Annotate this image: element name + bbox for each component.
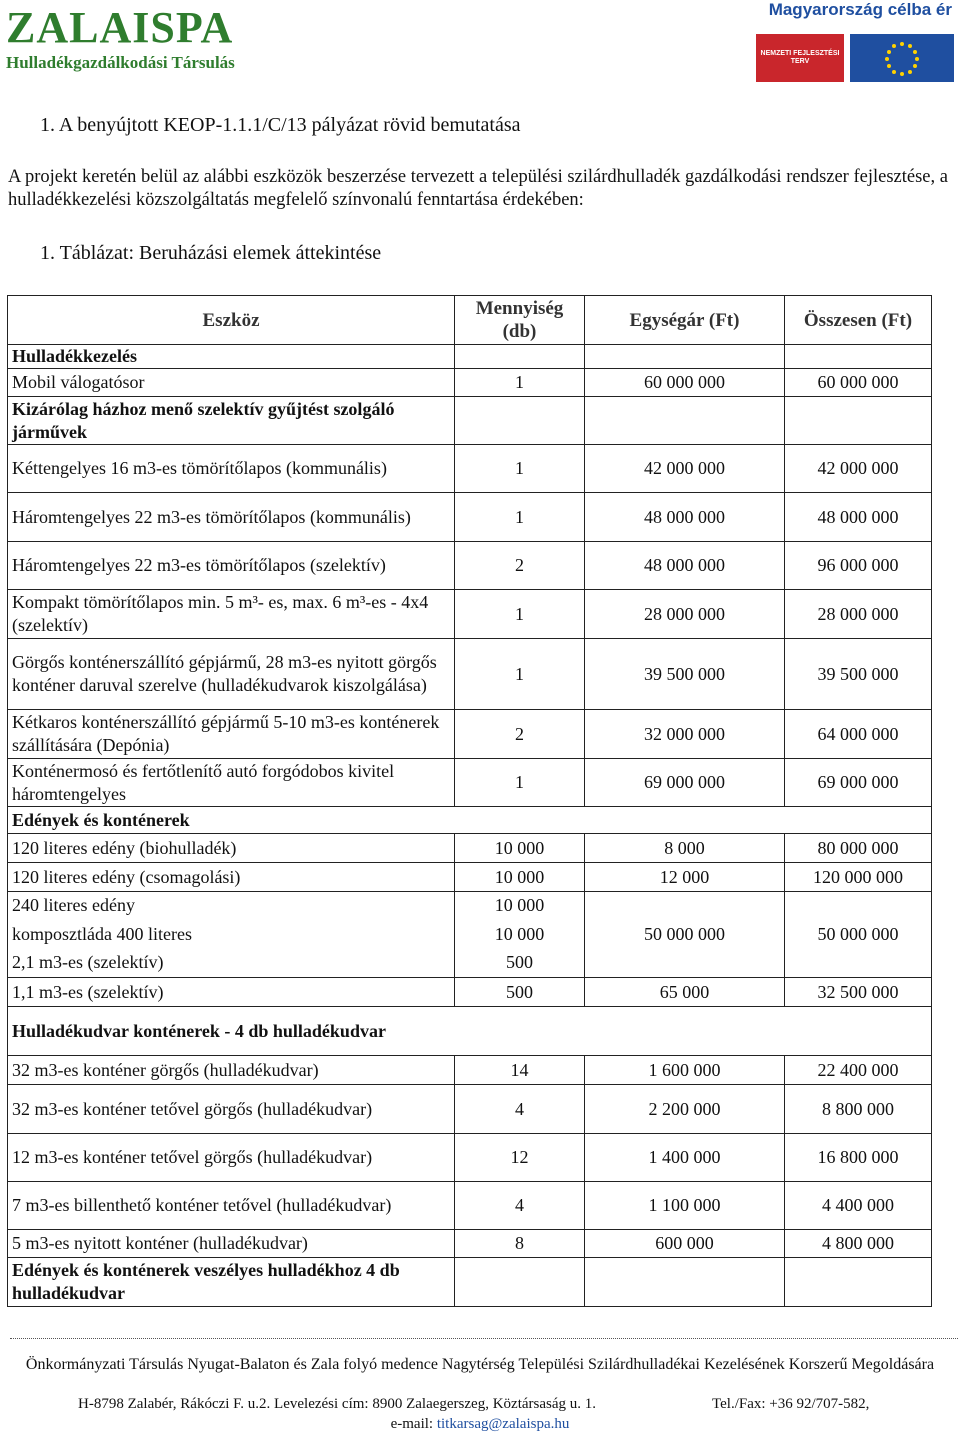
table-caption: 1. Táblázat: Beruházási elemek áttekintése xyxy=(40,242,382,264)
table-header-row xyxy=(8,296,932,345)
item-name: Görgős konténerszállító gépjármű, 28 m3-es nyitott görgős konténer daruval szerelve (hulladékudvarok kiszolgálása) xyxy=(8,639,455,710)
item-name: Kétkaros konténerszállító gépjármű 5-10 m3-es konténerek szállítására (Depónia) xyxy=(8,710,455,759)
item-name: 32 m3-es konténer tetővel görgős (hulladékudvar) xyxy=(8,1085,455,1134)
item-total: 4 400 000 xyxy=(785,1182,932,1230)
item-unit-price: 60 000 000 xyxy=(585,369,785,397)
logo-subtitle: Hulladékgazdálkodási Társulás xyxy=(6,53,235,72)
item-unit-price: 12 000 xyxy=(585,863,785,892)
item-unit-price: 1 100 000 xyxy=(585,1182,785,1230)
table-row xyxy=(8,1182,932,1230)
table-row xyxy=(8,369,932,397)
table-row xyxy=(8,1134,932,1182)
item-name: 5 m3-es nyitott konténer (hulladékudvar) xyxy=(8,1230,455,1258)
table-row xyxy=(8,892,932,920)
item-qty: 10 000 xyxy=(455,834,585,863)
item-total: 69 000 000 xyxy=(785,759,932,807)
item-total: 8 800 000 xyxy=(785,1085,932,1134)
item-qty: 1 xyxy=(455,639,585,710)
item-unit-price: 50 000 000 xyxy=(585,892,785,978)
section-label: Edények és konténerek xyxy=(8,807,932,834)
item-name: Kompakt tömörítőlapos min. 5 m³- es, max. 6 m³-es - 4x4 (szelektív) xyxy=(8,590,455,639)
table-row xyxy=(8,863,932,892)
item-total: 32 500 000 xyxy=(785,978,932,1007)
item-unit-price: 2 200 000 xyxy=(585,1085,785,1134)
item-qty: 1 xyxy=(455,493,585,542)
item-name: 120 literes edény (biohulladék) xyxy=(8,834,455,863)
item-unit-price: 48 000 000 xyxy=(585,493,785,542)
table-row xyxy=(8,345,932,369)
item-unit-price: 42 000 000 xyxy=(585,445,785,493)
header-egysegar: Egységár (Ft) xyxy=(585,296,785,345)
table-row xyxy=(8,710,932,759)
table-row xyxy=(8,639,932,710)
table-row xyxy=(8,1085,932,1134)
item-qty: 2 xyxy=(455,542,585,590)
item-unit-price: 32 000 000 xyxy=(585,710,785,759)
item-unit-price: 28 000 000 xyxy=(585,590,785,639)
eu-flag-icon xyxy=(850,34,954,82)
item-qty: 8 xyxy=(455,1230,585,1258)
item-name: 2,1 m3-es (szelektív) xyxy=(8,949,455,978)
item-unit-price: 65 000 xyxy=(585,978,785,1007)
item-qty: 4 xyxy=(455,1085,585,1134)
footer-divider xyxy=(10,1338,958,1339)
table-row xyxy=(8,759,932,807)
item-qty: 1 xyxy=(455,445,585,493)
item-qty: 10 000 xyxy=(455,863,585,892)
table-row xyxy=(8,397,932,445)
table-row xyxy=(8,834,932,863)
table-row xyxy=(8,493,932,542)
item-name: Háromtengelyes 22 m3-es tömörítőlapos (szelektív) xyxy=(8,542,455,590)
email-link[interactable]: titkarsag@zalaispa.hu xyxy=(436,1416,570,1432)
investment-table xyxy=(7,295,932,1307)
item-name: komposztláda 400 literes xyxy=(8,920,455,949)
logo-title: ZALAISPA xyxy=(6,3,234,52)
item-qty: 12 xyxy=(455,1134,585,1182)
intro-paragraph: A projekt keretén belül az alábbi eszközök beszerzése tervezett a települési szilárdhulladék gazdálkodási rendszer fejlesztése, a hulladékkezelési közszolgáltatás megfelelő színvonalú fenntartása érdekében: xyxy=(8,167,948,210)
header-osszesen: Összesen (Ft) xyxy=(785,296,932,345)
item-total: 60 000 000 xyxy=(785,369,932,397)
item-total: 64 000 000 xyxy=(785,710,932,759)
item-total: 80 000 000 xyxy=(785,834,932,863)
section-label: Kizárólag házhoz menő szelektív gyűjtést szolgáló járművek xyxy=(8,397,455,445)
item-unit-price: 69 000 000 xyxy=(585,759,785,807)
item-qty: 10 000 xyxy=(455,892,585,920)
footer-phone: Tel./Fax: +36 92/707-582, xyxy=(712,1396,870,1412)
section-label: Hulladékkezelés xyxy=(8,345,455,369)
zalaispa-logo xyxy=(6,3,266,76)
item-total: 39 500 000 xyxy=(785,639,932,710)
item-total: 48 000 000 xyxy=(785,493,932,542)
table-row xyxy=(8,807,932,834)
table-row xyxy=(8,1258,932,1307)
slogan-text: Magyarország célba ér xyxy=(768,0,952,19)
footer-email xyxy=(0,1416,960,1433)
table-row xyxy=(8,1230,932,1258)
footer-address: H-8798 Zalabér, Rákóczi F. u.2. Levelezési cím: 8900 Zalaegerszeg, Köztársaság u. 1. xyxy=(78,1396,597,1412)
item-total: 120 000 000 xyxy=(785,863,932,892)
item-name: Kéttengelyes 16 m3-es tömörítőlapos (kommunális) xyxy=(8,445,455,493)
item-qty: 14 xyxy=(455,1056,585,1085)
item-name: Háromtengelyes 22 m3-es tömörítőlapos (kommunális) xyxy=(8,493,455,542)
item-total: 28 000 000 xyxy=(785,590,932,639)
item-name: 12 m3-es konténer tetővel görgős (hulladékudvar) xyxy=(8,1134,455,1182)
item-qty: 500 xyxy=(455,949,585,978)
item-name: 32 m3-es konténer görgős (hulladékudvar) xyxy=(8,1056,455,1085)
item-unit-price: 1 400 000 xyxy=(585,1134,785,1182)
item-qty: 500 xyxy=(455,978,585,1007)
header-mennyiseg: Mennyiség (db) xyxy=(455,296,585,345)
item-unit-price: 48 000 000 xyxy=(585,542,785,590)
item-qty: 1 xyxy=(455,759,585,807)
table-row xyxy=(8,590,932,639)
item-name: 7 m3-es billenthető konténer tetővel (hulladékudvar) xyxy=(8,1182,455,1230)
table-row xyxy=(8,542,932,590)
table-row xyxy=(8,445,932,493)
section-label: Hulladékudvar konténerek - 4 db hulladékudvar xyxy=(8,1007,932,1056)
item-qty: 4 xyxy=(455,1182,585,1230)
item-name: 240 literes edény xyxy=(8,892,455,920)
section-label: Edények és konténerek veszélyes hulladékhoz 4 db hulladékudvar xyxy=(8,1258,455,1307)
item-total: 42 000 000 xyxy=(785,445,932,493)
table-row xyxy=(8,978,932,1007)
footer-organization: Önkormányzati Társulás Nyugat-Balaton és Zala folyó medence Nagytérség Települési Szilárdhulladékai Kezelésének Korszerű Megoldására xyxy=(25,1356,935,1373)
item-qty: 1 xyxy=(455,369,585,397)
item-total: 4 800 000 xyxy=(785,1230,932,1258)
email-label: e-mail: xyxy=(390,1416,437,1432)
nft-logo: NEMZETI FEJLESZTÉSI TERV xyxy=(756,34,844,82)
table-row xyxy=(8,1056,932,1085)
item-total: 22 400 000 xyxy=(785,1056,932,1085)
item-unit-price: 600 000 xyxy=(585,1230,785,1258)
item-name: 1,1 m3-es (szelektív) xyxy=(8,978,455,1007)
header-eszkoz: Eszköz xyxy=(8,296,455,345)
item-qty: 2 xyxy=(455,710,585,759)
item-name: Konténermosó és fertőtlenítő autó forgódobos kivitel háromtengelyes xyxy=(8,759,455,807)
table-row xyxy=(8,1007,932,1056)
item-unit-price: 39 500 000 xyxy=(585,639,785,710)
item-unit-price: 8 000 xyxy=(585,834,785,863)
item-qty: 1 xyxy=(455,590,585,639)
item-total: 50 000 000 xyxy=(785,892,932,978)
item-name: Mobil válogatósor xyxy=(8,369,455,397)
item-unit-price: 1 600 000 xyxy=(585,1056,785,1085)
item-name: 120 literes edény (csomagolási) xyxy=(8,863,455,892)
item-total: 96 000 000 xyxy=(785,542,932,590)
section-heading: 1. A benyújtott KEOP-1.1.1/C/13 pályázat rövid bemutatása xyxy=(40,114,521,136)
item-qty: 10 000 xyxy=(455,920,585,949)
item-total: 16 800 000 xyxy=(785,1134,932,1182)
